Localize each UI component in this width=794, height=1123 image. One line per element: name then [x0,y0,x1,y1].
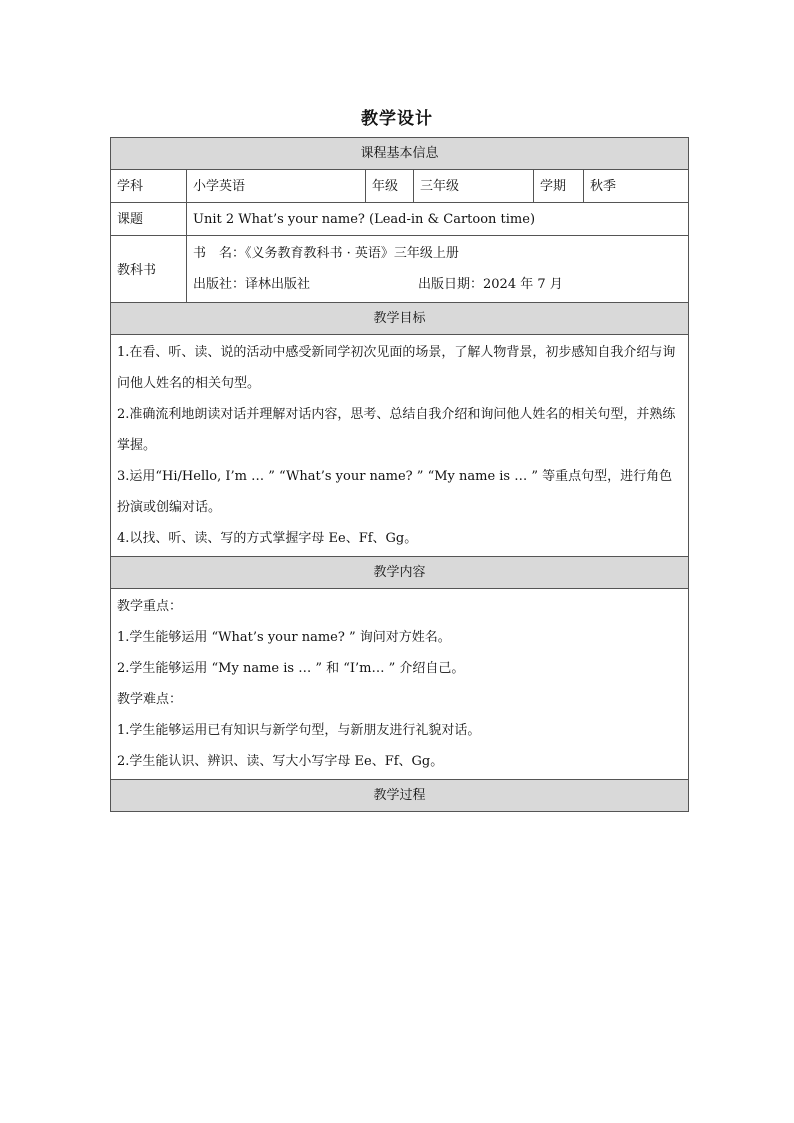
difficult-point-item: 2.学生能认识、辨识、读、写大小写字母 Ee、Ff、Gg。 [117,754,444,769]
textbook-info [187,236,689,303]
subject-value: 小学英语 [187,170,366,203]
difficult-point-item: 1.学生能够运用已有知识与新学句型，与新朋友进行礼貌对话。 [117,723,481,738]
objective-item: 2.准确流利地朗读对话并理解对话内容，思考、总结自我介绍和询问他人姓名的相关句型，并熟练掌握。 [117,407,676,453]
objective-item: 3.运用“Hi/Hello, I’m … ” “What’s your name? ” “My name is … ” 等重点句型，进行角色扮演或创编对话。 [117,469,673,515]
key-point-item: 1.学生能够运用 “What’s your name? ” 询问对方姓名。 [117,630,451,645]
difficult-points-title: 教学难点： [117,692,183,707]
objectives-list [111,335,689,557]
section-header-basic-info: 课程基本信息 [111,138,689,170]
publisher: 出版社：译林出版社 [193,277,311,292]
lesson-plan-table [110,137,689,812]
grade-label: 年级 [366,170,414,203]
book-name: 书 名：《义务教育教科书 · 英语》三年级上册 [193,246,459,261]
content-list [111,589,689,780]
term-label: 学期 [534,170,584,203]
publish-date: 出版日期：2024 年 7 月 [418,277,563,292]
grade-value: 三年级 [414,170,534,203]
objective-item: 1.在看、听、读、说的活动中感受新同学初次见面的场景，了解人物背景，初步感知自我介绍与询问他人姓名的相关句型。 [117,345,676,391]
topic-value: Unit 2 What’s your name? (Lead-in & Cartoon time) [187,203,689,236]
section-header-content: 教学内容 [111,557,689,589]
section-header-process: 教学过程 [111,780,689,812]
term-value: 秋季 [584,170,689,203]
subject-label: 学科 [111,170,187,203]
document-title: 教学设计 [361,109,433,129]
key-point-item: 2.学生能够运用 “My name is … ” 和 “I’m… ” 介绍自己。 [117,661,465,676]
textbook-label: 教科书 [111,236,187,303]
topic-label: 课题 [111,203,187,236]
section-header-objectives: 教学目标 [111,303,689,335]
key-points-title: 教学重点： [117,599,183,614]
publisher-line [193,269,682,300]
objective-item: 4.以找、听、读、写的方式掌握字母 Ee、Ff、Gg。 [117,531,418,546]
